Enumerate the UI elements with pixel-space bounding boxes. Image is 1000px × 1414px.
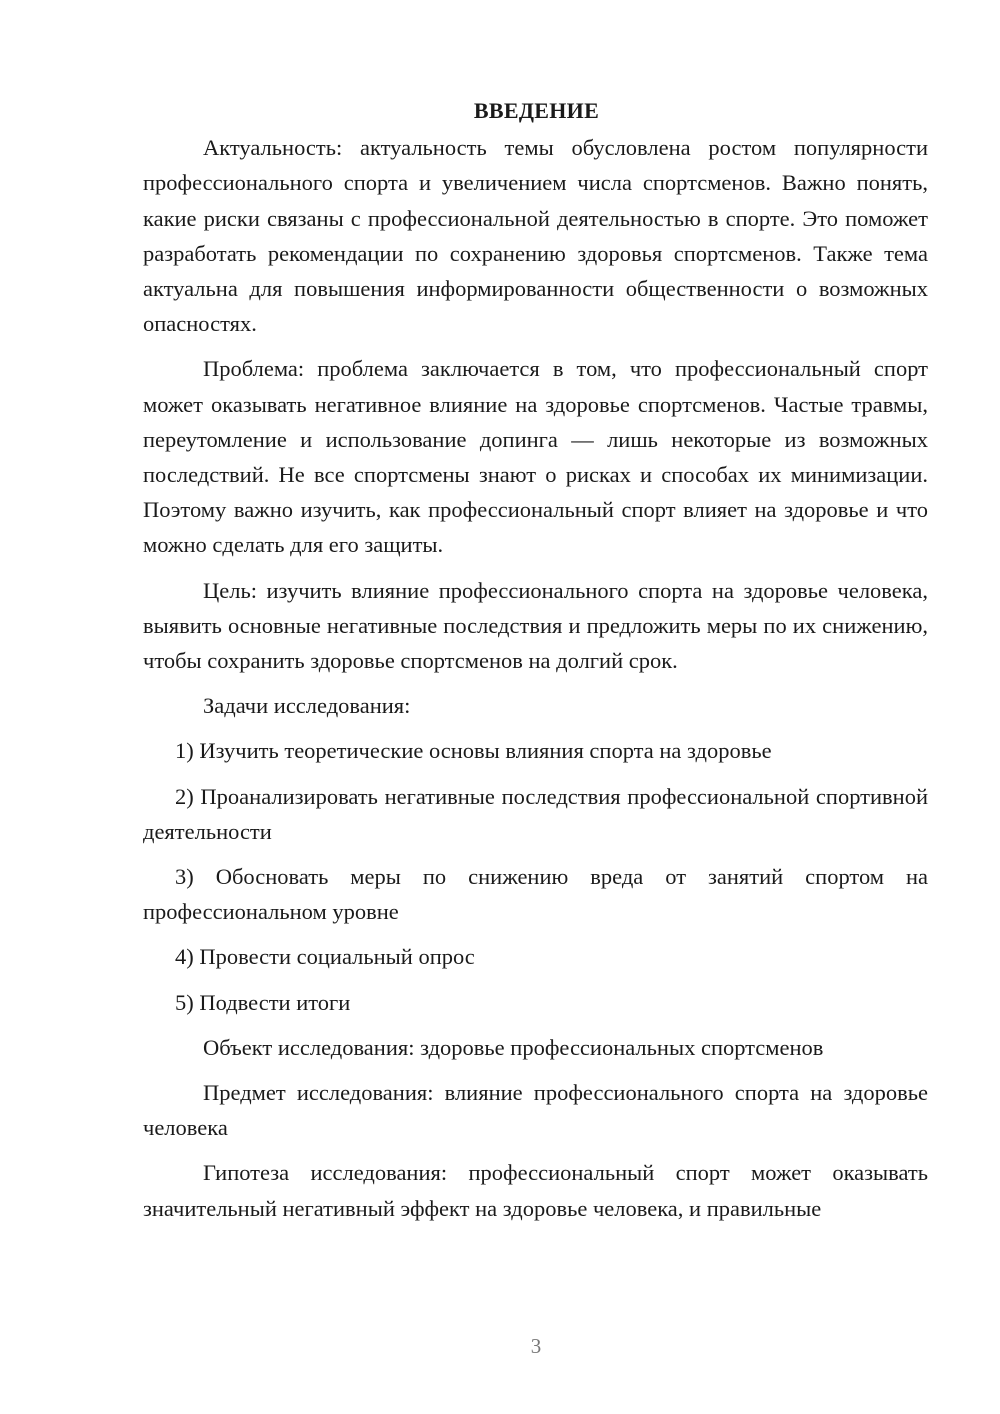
page-number: 3 bbox=[530, 1334, 542, 1358]
task-item-3: 3) Обосновать меры по снижению вреда от занятий спортом на профессиональном уровне bbox=[143, 864, 928, 925]
subject-paragraph: Предмет исследования: влияние профессионального спорта на здоровье человека bbox=[143, 1080, 928, 1141]
tasks-heading: Задачи исследования: bbox=[203, 693, 411, 719]
document-body bbox=[143, 93, 928, 1236]
section-title: ВВЕДЕНИЕ bbox=[473, 98, 600, 123]
hypothesis-paragraph: Гипотеза исследования: профессиональный спорт может оказывать значительный негативный эффект на здоровье человека, и правильные bbox=[143, 1160, 928, 1221]
relevance-paragraph: Актуальность: актуальность темы обусловлена ростом популярности профессионального спорта и увеличением числа спортсменов. Важно понять, какие риски связаны с профессиональной деятельностью в спорте. Это поможет разработать рекомендации по сохранению здоровья спортсменов. Также тема актуальна для повышения информированности общественности о возможных опасностях. bbox=[143, 135, 928, 337]
task-item-4: 4) Провести социальный опрос bbox=[175, 944, 475, 970]
goal-paragraph: Цель: изучить влияние профессионального спорта на здоровье человека, выявить основные негативные последствия и предложить меры по их снижению, чтобы сохранить здоровье спортсменов на долгий срок. bbox=[143, 577, 928, 674]
object-paragraph: Объект исследования: здоровье профессиональных спортсменов bbox=[203, 1034, 824, 1060]
task-item-2: 2) Проанализировать негативные последствия профессиональной спортивной деятельности bbox=[143, 783, 928, 844]
problem-paragraph: Проблема: проблема заключается в том, что профессиональный спорт может оказывать негативное влияние на здоровье спортсменов. Частые травмы, переутомление и использование допинга — лишь некоторые из возможных последствий. Не все спортсмены знают о рисках и способах их минимизации. Поэтому важно изучить, как профессиональный спорт влияет на здоровье и что можно сделать для его защиты. bbox=[143, 356, 928, 558]
task-item-5: 5) Подвести итоги bbox=[175, 989, 351, 1015]
task-item-1: 1) Изучить теоретические основы влияния спорта на здоровье bbox=[175, 738, 772, 764]
